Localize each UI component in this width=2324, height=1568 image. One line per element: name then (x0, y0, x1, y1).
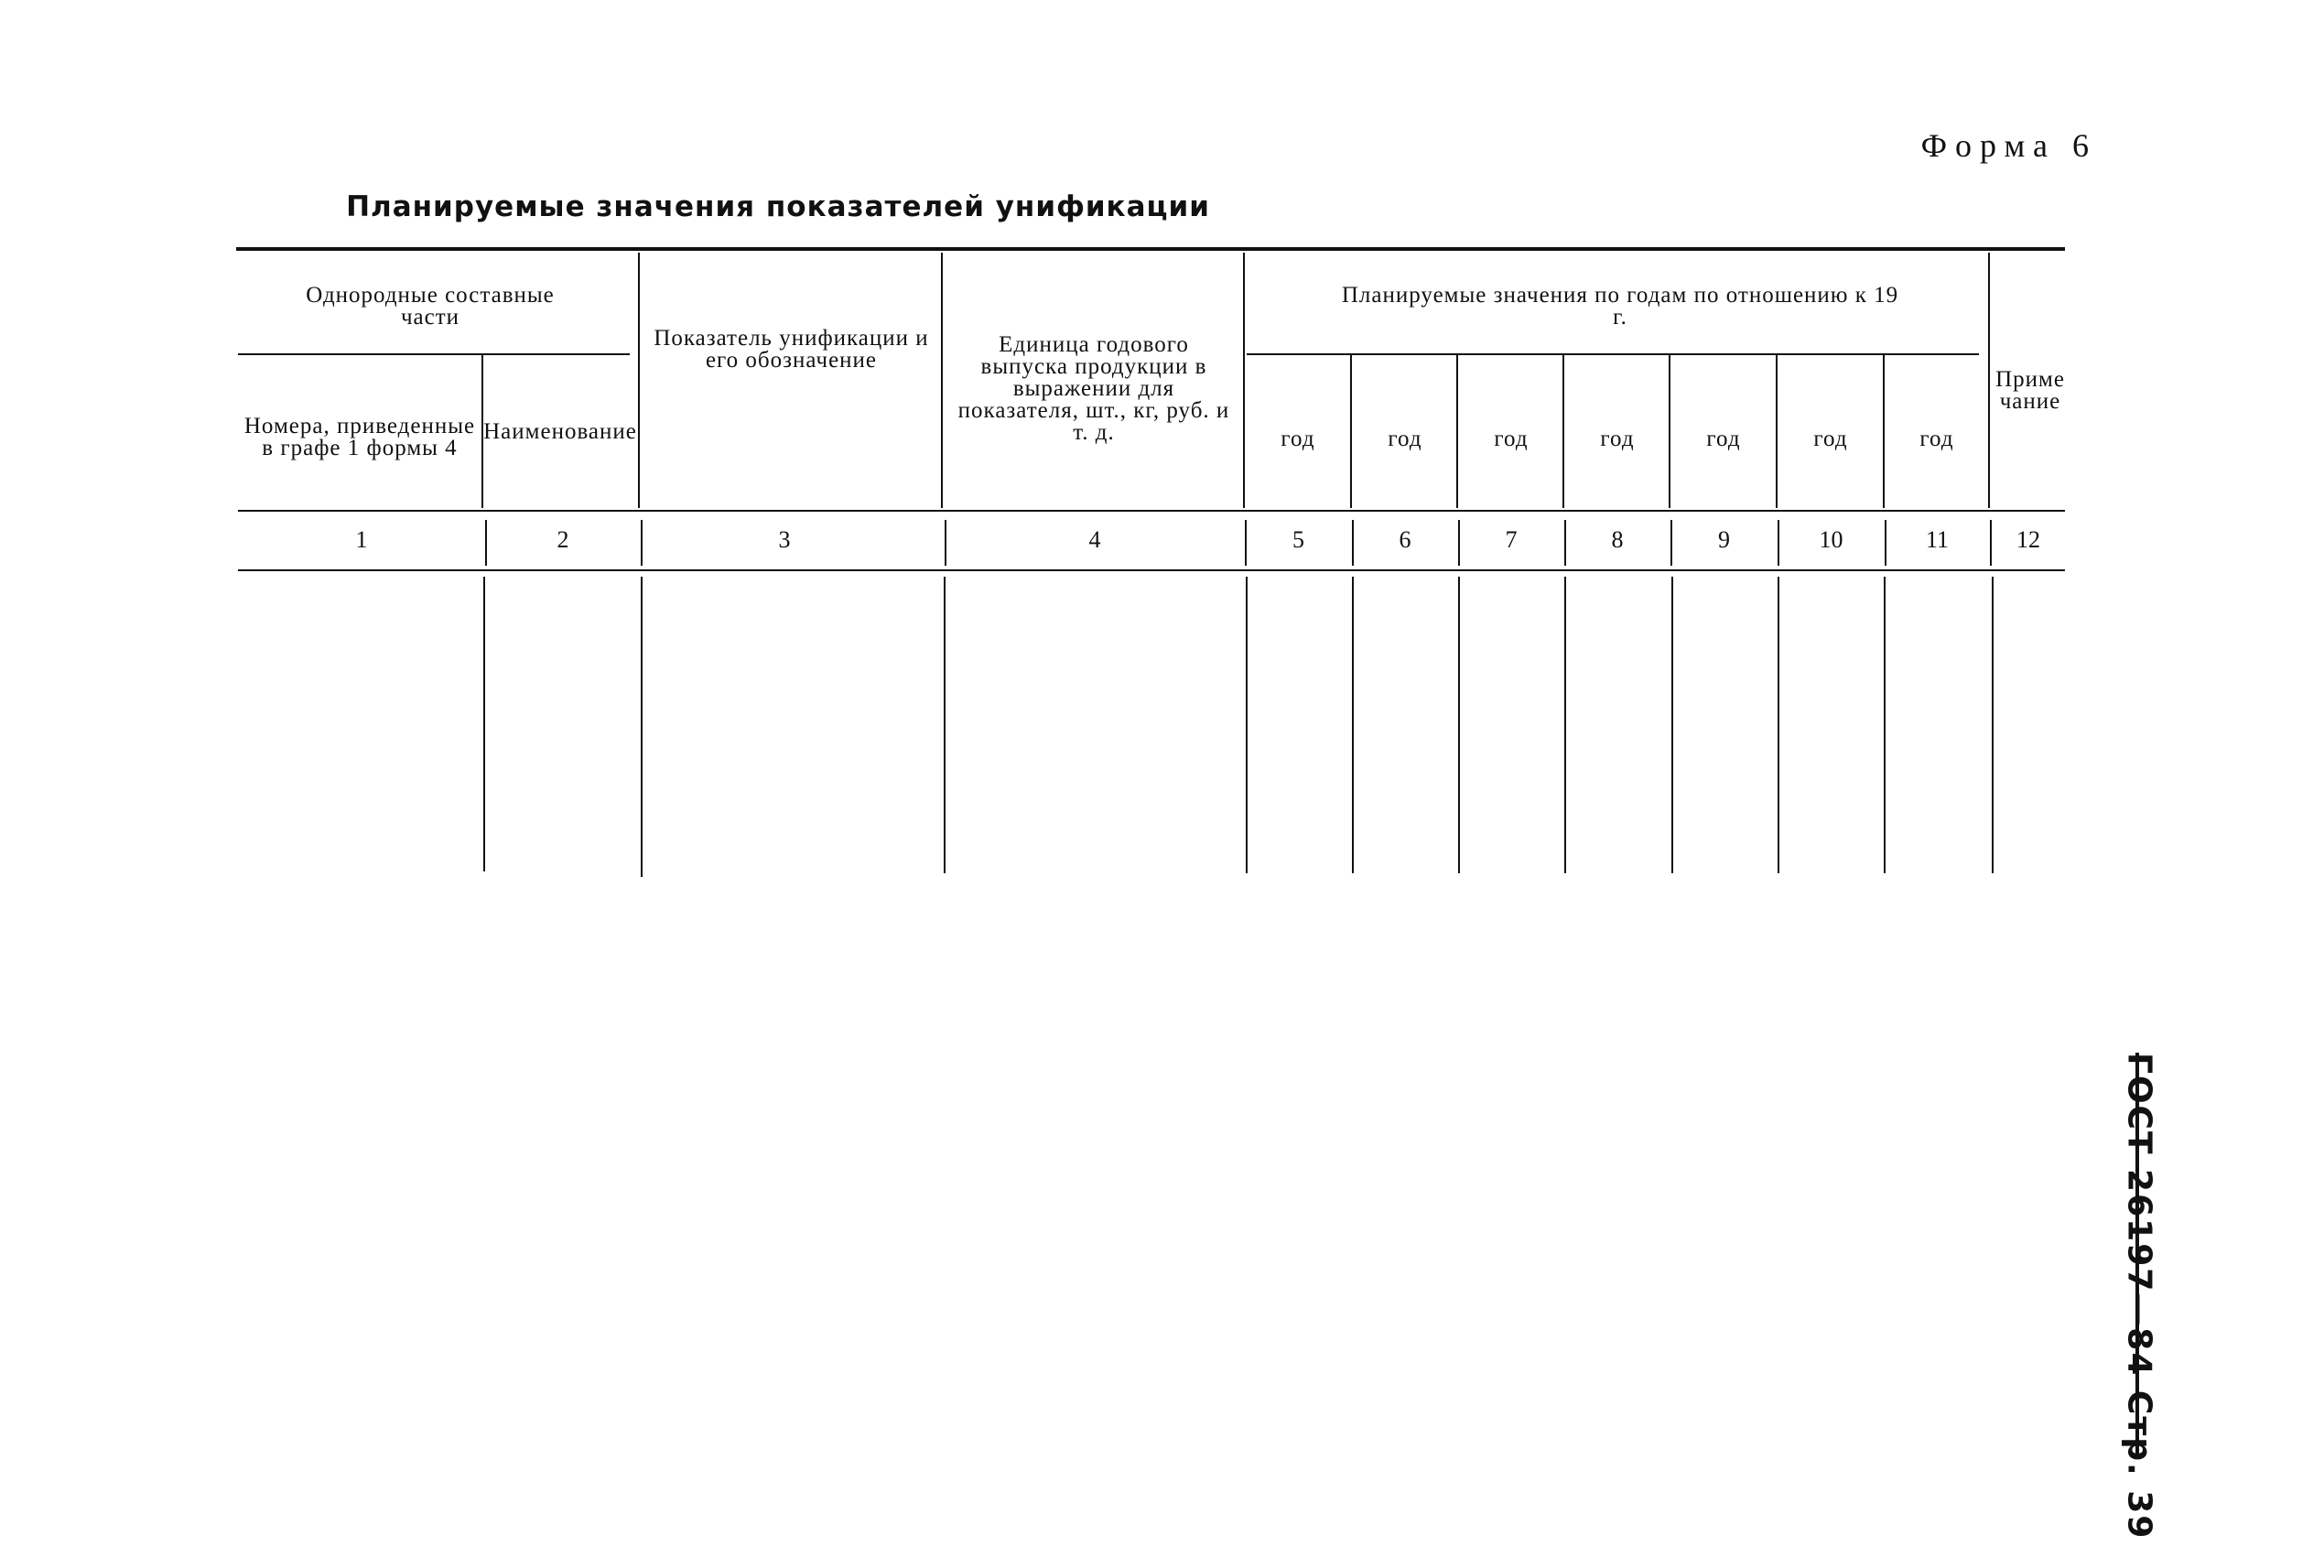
side-running-title (2112, 1053, 2167, 1541)
body-divider (1564, 577, 1566, 873)
column-number: 3 (778, 526, 791, 553)
subgroup-rule-years (1247, 353, 1979, 355)
header-year: год (1600, 427, 1635, 451)
body-divider (641, 577, 643, 877)
header-planned-values-by-year: Планируемые значения по годам по отношению к 19 г. (1341, 283, 1932, 330)
body-divider (1992, 577, 1994, 873)
number-row-top-rule (238, 510, 2065, 512)
column-number: 1 (355, 526, 368, 553)
header-divider (638, 253, 640, 508)
column-number: 4 (1088, 526, 1101, 553)
column-number: 11 (1925, 526, 1950, 553)
table-top-rule (236, 247, 2065, 251)
header-divider (1988, 253, 1990, 508)
header-year: год (1706, 427, 1741, 451)
header-year: год (1919, 427, 1954, 451)
column-number: 7 (1505, 526, 1518, 553)
header-divider (1243, 253, 1245, 508)
header-year: год (1494, 427, 1529, 451)
column-number: 2 (557, 526, 569, 553)
header-divider (941, 253, 943, 508)
header-col-note: Примечание (1995, 367, 2065, 414)
column-number: 8 (1611, 526, 1624, 553)
column-number: 5 (1292, 526, 1304, 553)
header-col-indicator: Показатель унификации и его обозначение (654, 326, 929, 373)
header-year: год (1281, 427, 1315, 451)
body-divider (944, 577, 946, 873)
header-year: год (1388, 427, 1422, 451)
header-col-numbers: Номера, приведенные в графе 1 формы 4 (243, 414, 476, 460)
header-col-unit: Единица годового выпуска продукции в выражении для показателя, шт., кг, руб. и т. д. (957, 332, 1230, 445)
subgroup-rule-left (238, 353, 630, 355)
number-row-bottom-rule (238, 569, 2065, 571)
body-divider (1352, 577, 1354, 873)
column-number: 12 (2016, 526, 2040, 553)
side-label: ГОСТ 26197—84 Стр. 39 (2120, 1053, 2158, 1541)
column-number: 10 (1819, 526, 1843, 553)
column-number: 9 (1718, 526, 1730, 553)
header-homogeneous-parts: Однородные составные части (306, 283, 555, 330)
header-year: год (1813, 427, 1848, 451)
body-divider (483, 577, 485, 871)
body-divider (1884, 577, 1886, 873)
header-col-name: Наименование (483, 419, 637, 444)
column-number: 6 (1399, 526, 1411, 553)
body-divider (1671, 577, 1673, 873)
document-title: Планируемые значения показателей унификации (346, 190, 1210, 223)
body-divider (1246, 577, 1248, 873)
form-label: Форма 6 (1920, 127, 2097, 164)
body-divider (1458, 577, 1460, 873)
body-divider (1778, 577, 1779, 873)
